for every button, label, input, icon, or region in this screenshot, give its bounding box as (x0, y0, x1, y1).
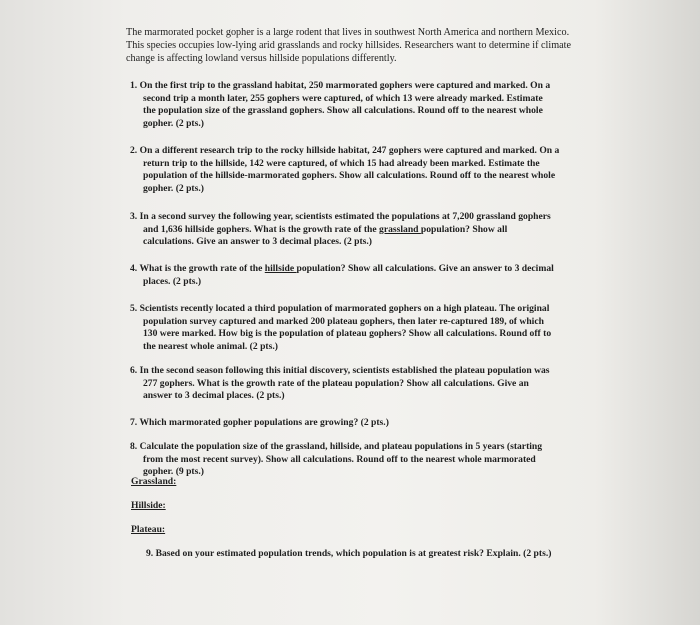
hillside-label: Hillside: (131, 500, 166, 511)
question-text: Calculate the population size of the grassland, hillside, and plateau populations in 5 years (starting (139, 441, 543, 452)
underlined-word: grassland (379, 223, 421, 235)
question-text: return trip to the hillside, 142 were captured, of which 15 had already been marked. Estimate the (143, 157, 540, 169)
question-text: In the second season following this initial discovery, scientists established the plateau population was (139, 365, 550, 376)
question-text: Which marmorated gopher populations are growing? (2 pts.) (139, 417, 389, 428)
question-8 (130, 441, 620, 479)
question-text: On the first trip to the grassland habitat, 250 marmorated gophers were captured and marked. On a (139, 80, 551, 91)
question-number: 2. (130, 145, 138, 156)
question-number: 9. (146, 548, 154, 559)
question-number: 4. (130, 263, 138, 274)
grassland-label: Grassland: (131, 476, 177, 487)
intro-line: The marmorated pocket gopher is a large rodent that lives in southwest North America and northern Mexico. (126, 27, 570, 38)
plateau-label: Plateau: (131, 524, 166, 535)
question-text-part: What is the growth rate of the (139, 263, 265, 274)
question-text: second trip a month later, 255 gophers were captured, of which 13 were already marked. Estimate (143, 92, 543, 104)
question-text: the nearest whole animal. (2 pts.) (143, 340, 278, 352)
question-text: 130 were marked. How big is the population of plateau gophers? Show all calculations. Round off to (143, 328, 552, 340)
question-text: places. (2 pts.) (143, 275, 202, 287)
question-text-part: population? Show all calculations. Give an answer to 3 decimal (296, 263, 554, 274)
question-1 (130, 80, 620, 130)
question-text-part: population? Show all (420, 223, 508, 235)
question-text: gopher. (2 pts.) (143, 182, 204, 194)
question-9 (146, 548, 636, 561)
question-text: gopher. (9 pts.) (143, 466, 204, 478)
question-text (130, 224, 620, 237)
question-text: Based on your estimated population trends, which population is at greatest risk? Explain. (2 pts.) (155, 548, 552, 559)
question-text: 277 gophers. What is the growth rate of the plateau population? Show all calculations. Give an (143, 377, 529, 389)
intro-paragraph (126, 26, 626, 65)
question-text-part: and 1,636 hillside gophers. What is the growth rate of the (143, 223, 380, 235)
question-text: from the most recent survey). Show all calculations. Round off to the nearest whole marmorated (143, 453, 536, 465)
question-text: In a second survey the following year, scientists estimated the populations at 7,200 grassland gophers (139, 211, 551, 222)
question-number: 5. (130, 303, 138, 314)
question-3 (130, 211, 620, 249)
question-text: gopher. (2 pts.) (143, 117, 204, 129)
question-4 (130, 263, 620, 288)
question-5 (130, 303, 620, 353)
underlined-word: hillside (264, 263, 297, 274)
question-6 (130, 365, 620, 403)
question-number: 6. (130, 365, 138, 376)
question-text: population survey captured and marked 200 plateau gophers, then later re-captured 189, of which (143, 315, 544, 327)
question-text: On a different research trip to the rocky hillside habitat, 247 gophers were captured and marked. On a (139, 145, 560, 156)
question-text: population of the hillside-marmorated gophers. Show all calculations. Round off to the nearest whole (143, 170, 556, 182)
question-number: 1. (130, 80, 138, 91)
question-7 (130, 417, 620, 430)
question-text: Scientists recently located a third population of marmorated gophers on a high plateau. The original (139, 303, 550, 314)
question-text: calculations. Give an answer to 3 decimal places. (2 pts.) (143, 236, 372, 248)
question-number: 7. (130, 417, 138, 428)
question-text: answer to 3 decimal places. (2 pts.) (143, 390, 285, 402)
question-number: 8. (130, 441, 138, 452)
intro-line: change is affecting lowland versus hillside populations differently. (126, 53, 397, 64)
question-number: 3. (130, 211, 138, 222)
question-text: the population size of the grassland gophers. Show all calculations. Round off to the nearest whole (143, 105, 543, 117)
question-2 (130, 145, 620, 195)
intro-line: This species occupies low-lying arid grasslands and rocky hillsides. Researchers want to determine if climate (126, 40, 572, 51)
